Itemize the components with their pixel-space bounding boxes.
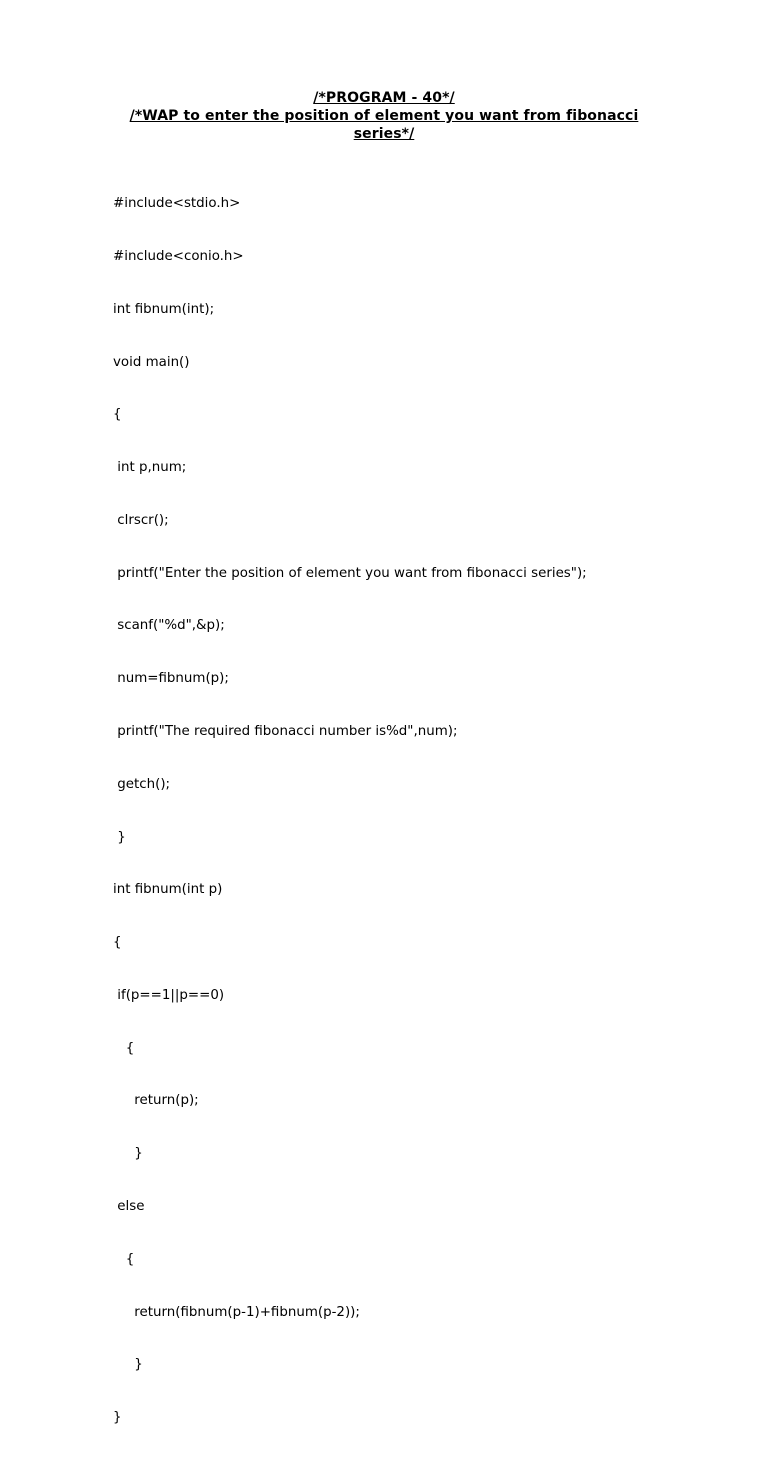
- code-block: [113, 160, 587, 1462]
- code-line: int fibnum(int);: [113, 301, 215, 317]
- code-line: {: [113, 1040, 135, 1056]
- code-line: return(fibnum(p-1)+fibnum(p-2));: [113, 1304, 360, 1320]
- code-line: getch();: [113, 776, 171, 792]
- code-line: }: [113, 829, 126, 845]
- code-line: printf("Enter the position of element you want from fibonacci series");: [113, 565, 587, 581]
- code-line: {: [113, 1251, 135, 1267]
- program-description: /*WAP to enter the position of element you want from fibonacci series*/: [129, 108, 639, 142]
- code-line: }: [113, 1410, 122, 1426]
- program-title: /*PROGRAM - 40*/: [313, 90, 455, 106]
- code-line: clrscr();: [113, 512, 169, 528]
- code-line: #include<stdio.h>: [113, 196, 241, 212]
- code-line: #include<conio.h>: [113, 248, 244, 264]
- code-line: num=fibnum(p);: [113, 671, 229, 687]
- code-line: int fibnum(int p): [113, 882, 223, 898]
- code-line: }: [113, 1146, 143, 1162]
- code-line: else: [113, 1199, 145, 1215]
- code-line: return(p);: [113, 1093, 199, 1109]
- code-line: scanf("%d",&p);: [113, 618, 225, 634]
- code-line: void main(): [113, 354, 190, 370]
- code-line: {: [113, 407, 122, 423]
- code-line: {: [113, 935, 122, 951]
- code-line: }: [113, 1357, 143, 1373]
- code-line: if(p==1||p==0): [113, 987, 225, 1003]
- code-line: int p,num;: [113, 460, 187, 476]
- code-line: printf("The required fibonacci number is%d",num);: [113, 724, 458, 739]
